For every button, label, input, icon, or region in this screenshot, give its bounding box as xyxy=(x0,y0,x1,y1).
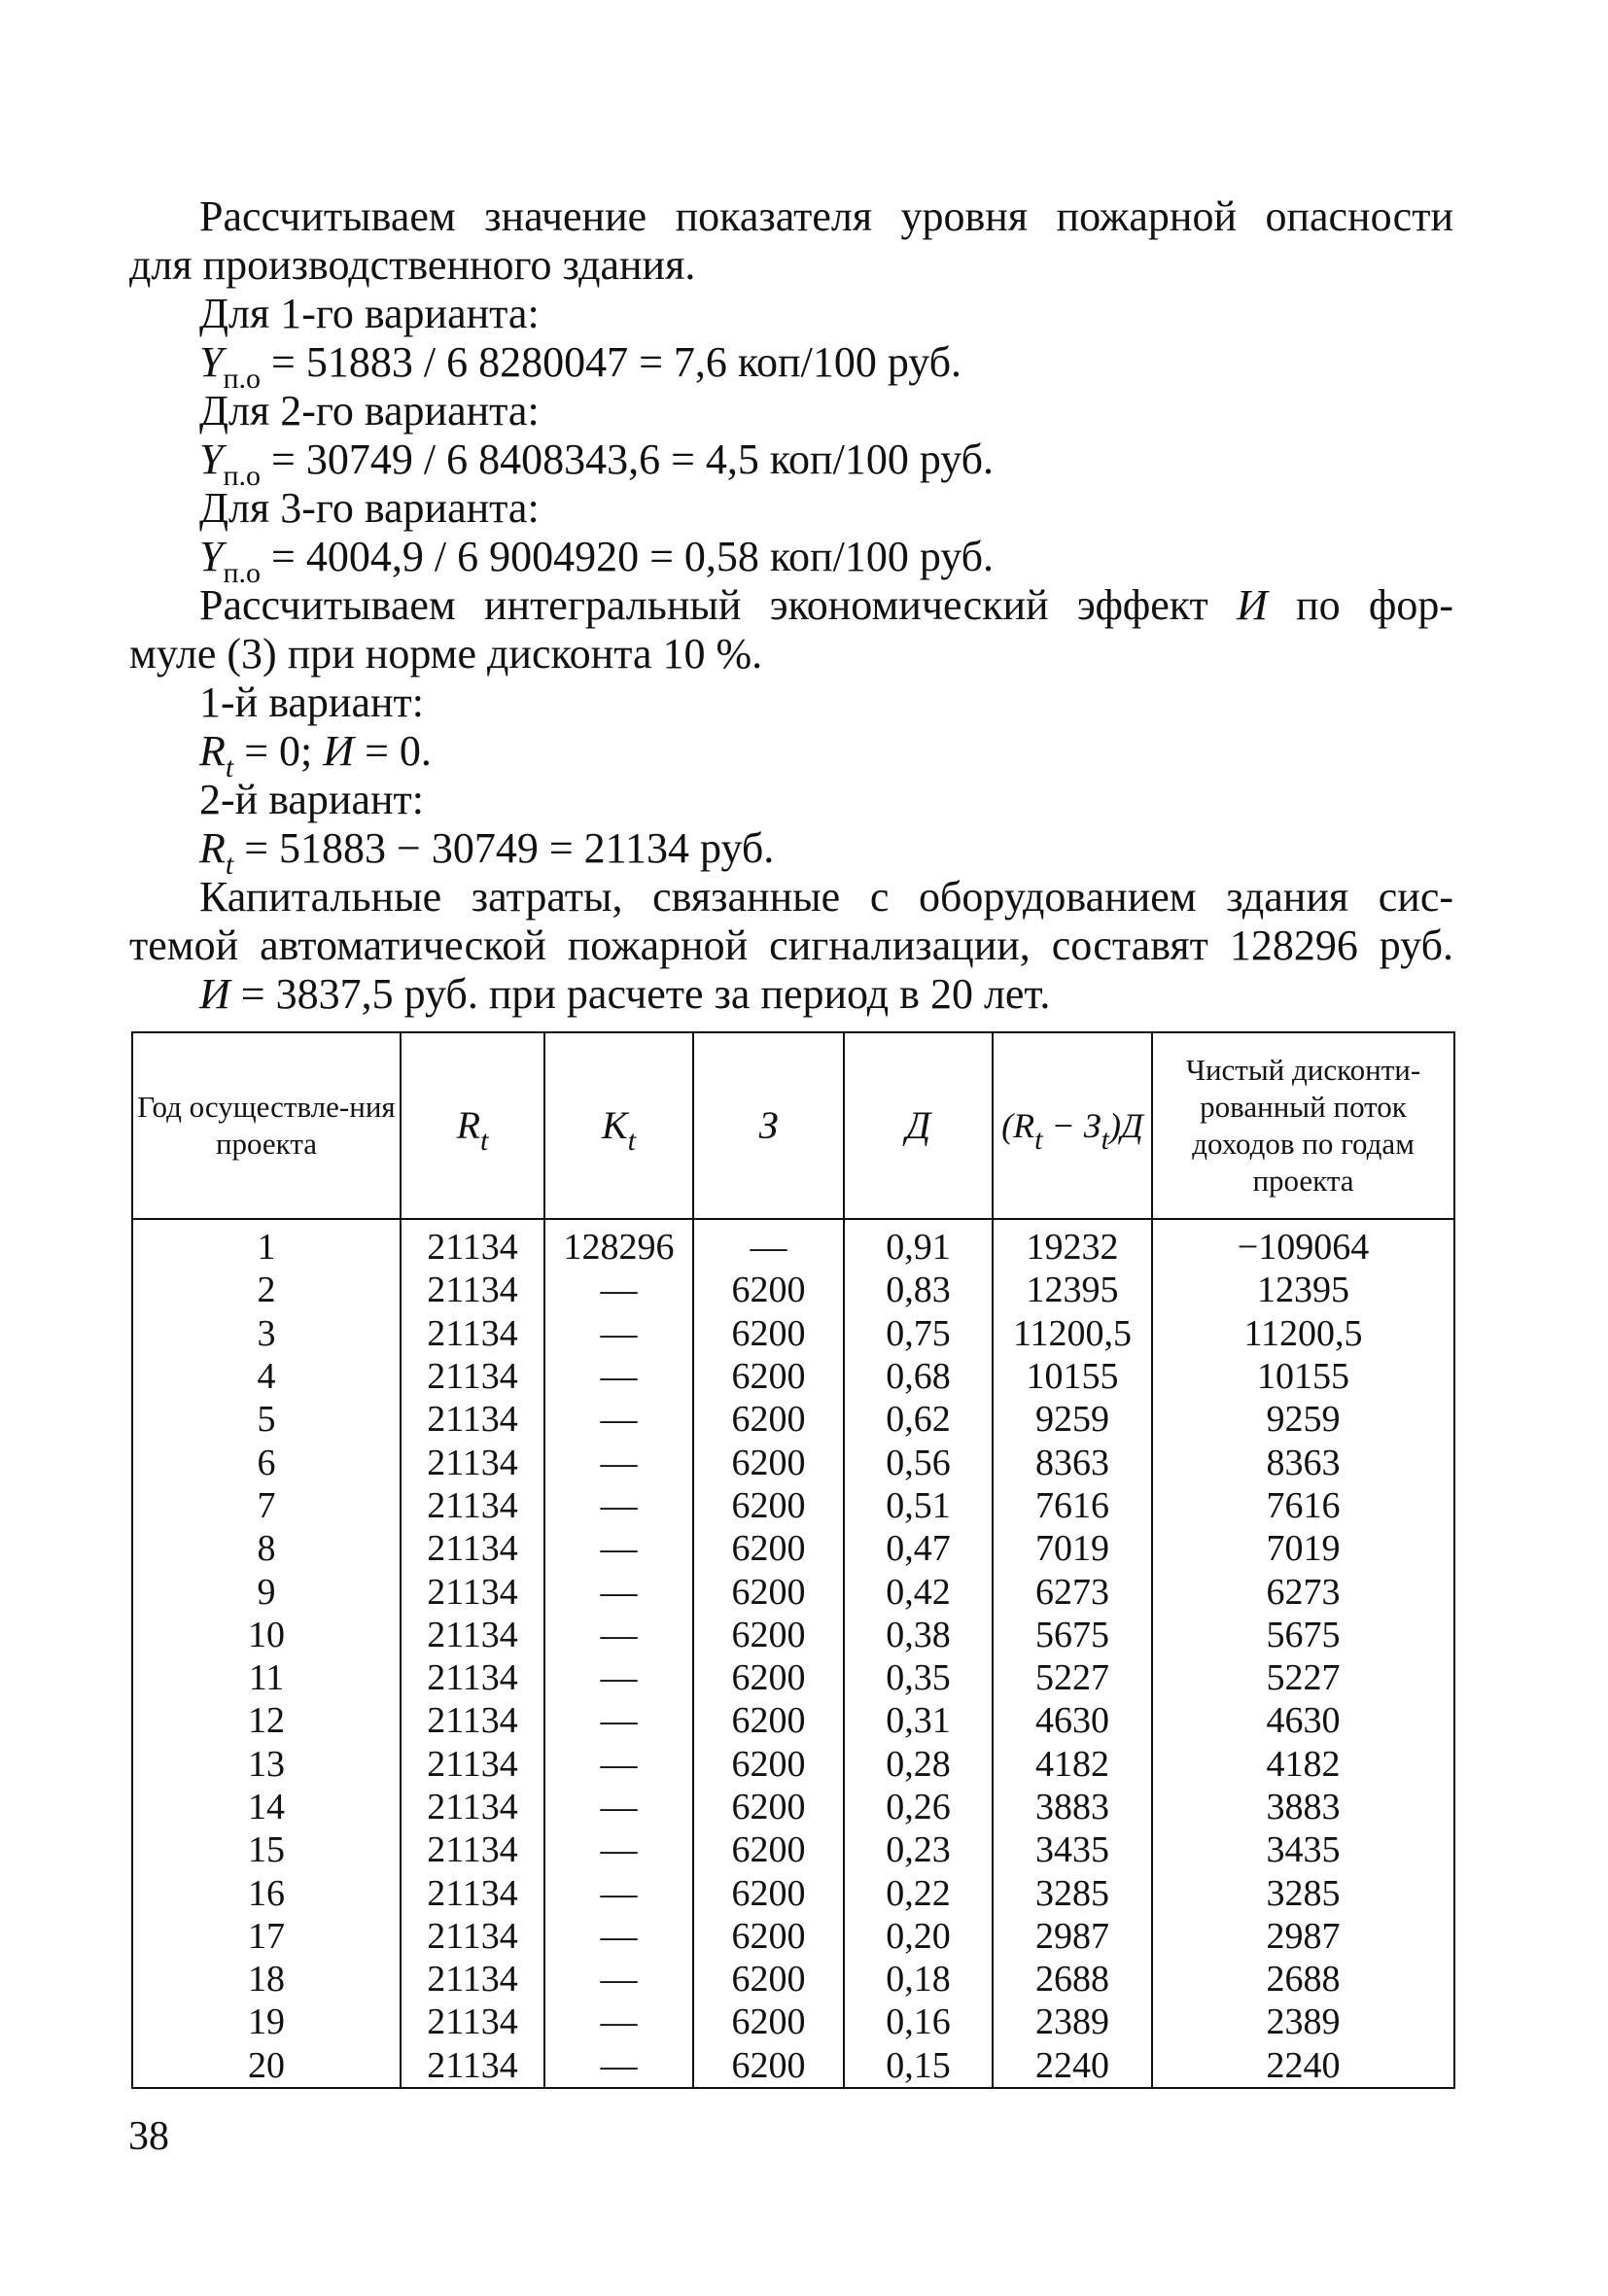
header-rt xyxy=(401,1032,544,1219)
table-row xyxy=(132,1614,1454,1656)
cell-d: 0,31 xyxy=(844,1699,993,1742)
cell-d: 0,62 xyxy=(844,1398,993,1441)
cell-kt: — xyxy=(544,1269,693,1311)
table-row xyxy=(132,1570,1454,1613)
cell-z: 6200 xyxy=(693,1484,844,1527)
cell-d: 0,51 xyxy=(844,1484,993,1527)
cell-net-flow: 4630 xyxy=(1152,1699,1454,1742)
cell-net-flow: 7019 xyxy=(1152,1527,1454,1570)
cell-d: 0,20 xyxy=(844,1915,993,1958)
cell-year: 20 xyxy=(132,2044,401,2088)
cell-diff: 3435 xyxy=(993,1828,1152,1871)
header-subscript: t xyxy=(1101,1124,1109,1156)
cell-rt: 21134 xyxy=(401,1398,544,1441)
cell-kt: — xyxy=(544,2044,693,2088)
cell-net-flow: 7616 xyxy=(1152,1484,1454,1527)
cell-year: 15 xyxy=(132,1828,401,1871)
header-symbol: K xyxy=(601,1103,628,1147)
header-diff xyxy=(993,1032,1152,1219)
table-row xyxy=(132,1312,1454,1355)
paragraph-text: по фор- xyxy=(1267,581,1454,629)
header-subscript: t xyxy=(627,1125,637,1157)
cell-year: 2 xyxy=(132,1269,401,1311)
table-row xyxy=(132,1871,1454,1914)
cell-year: 7 xyxy=(132,1484,401,1527)
header-subscript: t xyxy=(1034,1124,1043,1156)
table-header-row xyxy=(132,1032,1454,1219)
cell-z: 6200 xyxy=(693,1441,844,1483)
cell-net-flow: 4182 xyxy=(1152,1743,1454,1786)
variant-label: Для 1-го варианта: xyxy=(199,290,540,337)
cell-rt: 21134 xyxy=(401,1871,544,1914)
cell-d: 0,15 xyxy=(844,2044,993,2088)
paragraph-line: для производственного здания. xyxy=(129,241,696,289)
formula-line xyxy=(199,435,995,492)
cell-z: 6200 xyxy=(693,1570,844,1613)
formula-subscript: п.о xyxy=(223,363,262,395)
cell-year: 5 xyxy=(132,1398,401,1441)
cell-net-flow: 2987 xyxy=(1152,1915,1454,1958)
table-row xyxy=(132,2000,1454,2043)
cell-kt: — xyxy=(544,1871,693,1914)
cell-d: 0,83 xyxy=(844,1269,993,1311)
cell-kt: — xyxy=(544,2000,693,2043)
table-row xyxy=(132,1441,1454,1483)
cell-d: 0,56 xyxy=(844,1441,993,1483)
cell-year: 16 xyxy=(132,1871,401,1914)
variant-label: Для 3-го варианта: xyxy=(199,484,540,532)
cell-kt: — xyxy=(544,1786,693,1828)
cell-kt: — xyxy=(544,1915,693,1958)
formula-subscript: t xyxy=(225,751,234,783)
cell-net-flow: 2688 xyxy=(1152,1958,1454,2000)
cell-net-flow: 10155 xyxy=(1152,1355,1454,1398)
cell-rt: 21134 xyxy=(401,1915,544,1958)
cell-year: 1 xyxy=(132,1219,401,1269)
cell-year: 17 xyxy=(132,1915,401,1958)
header-subscript: t xyxy=(480,1125,489,1157)
header-kt xyxy=(544,1032,693,1219)
cell-kt: — xyxy=(544,1355,693,1398)
cell-d: 0,18 xyxy=(844,1958,993,2000)
cell-rt: 21134 xyxy=(401,1484,544,1527)
cell-year: 14 xyxy=(132,1786,401,1828)
formula-symbol: И xyxy=(199,970,230,1018)
cell-kt: — xyxy=(544,1484,693,1527)
cash-flow-table xyxy=(131,1031,1455,2089)
cell-diff: 12395 xyxy=(993,1269,1152,1311)
cell-diff: 5675 xyxy=(993,1614,1152,1656)
cell-kt: — xyxy=(544,1656,693,1699)
cell-rt: 21134 xyxy=(401,1441,544,1483)
cell-rt: 21134 xyxy=(401,1958,544,2000)
cell-year: 11 xyxy=(132,1656,401,1699)
cell-kt: — xyxy=(544,1743,693,1786)
formula-line xyxy=(199,338,962,395)
table-body xyxy=(132,1219,1454,2088)
cell-d: 0,47 xyxy=(844,1527,993,1570)
header-symbol: (R xyxy=(1001,1106,1035,1145)
cell-z: 6200 xyxy=(693,1915,844,1958)
cell-diff: 3285 xyxy=(993,1871,1152,1914)
header-symbol: − З xyxy=(1042,1106,1101,1145)
cell-kt: — xyxy=(544,1527,693,1570)
table-row xyxy=(132,2044,1454,2088)
cell-net-flow: 3435 xyxy=(1152,1828,1454,1871)
header-year: Год осуществле-ния проекта xyxy=(132,1032,401,1219)
cell-diff: 19232 xyxy=(993,1219,1152,1269)
cell-net-flow: −109064 xyxy=(1152,1219,1454,1269)
formula-symbol: R xyxy=(199,824,226,872)
paragraph-line xyxy=(199,970,1050,1019)
formula-text: = 51883 − 30749 = 21134 руб. xyxy=(233,824,775,872)
cell-year: 19 xyxy=(132,2000,401,2043)
cell-net-flow: 2240 xyxy=(1152,2044,1454,2088)
table-row xyxy=(132,1269,1454,1311)
cell-year: 3 xyxy=(132,1312,401,1355)
cell-net-flow: 3883 xyxy=(1152,1786,1454,1828)
cell-z: 6200 xyxy=(693,2044,844,2088)
cell-kt: 128296 xyxy=(544,1219,693,1269)
formula-subscript: п.о xyxy=(223,460,262,492)
cell-kt: — xyxy=(544,1614,693,1656)
cell-z: 6200 xyxy=(693,1871,844,1914)
cell-rt: 21134 xyxy=(401,2000,544,2043)
cell-year: 9 xyxy=(132,1570,401,1613)
cell-diff: 7616 xyxy=(993,1484,1152,1527)
cell-d: 0,16 xyxy=(844,2000,993,2043)
cell-kt: — xyxy=(544,1398,693,1441)
cell-kt: — xyxy=(544,1441,693,1483)
header-symbol: )Д xyxy=(1108,1106,1143,1145)
cell-rt: 21134 xyxy=(401,1570,544,1613)
paragraph-line: муле (3) при норме дисконта 10 %. xyxy=(129,630,763,678)
cell-net-flow: 2389 xyxy=(1152,2000,1454,2043)
table-row xyxy=(132,1398,1454,1441)
cell-year: 4 xyxy=(132,1355,401,1398)
cell-d: 0,35 xyxy=(844,1656,993,1699)
table-row xyxy=(132,1699,1454,1742)
cell-z: 6200 xyxy=(693,2000,844,2043)
cell-z: 6200 xyxy=(693,1786,844,1828)
cell-z: 6200 xyxy=(693,1355,844,1398)
formula-symbol: Y xyxy=(199,435,224,483)
table-row xyxy=(132,1219,1454,1269)
cell-rt: 21134 xyxy=(401,1786,544,1828)
cell-net-flow: 5227 xyxy=(1152,1656,1454,1699)
cell-net-flow: 6273 xyxy=(1152,1570,1454,1613)
cell-rt: 21134 xyxy=(401,1828,544,1871)
cell-kt: — xyxy=(544,1958,693,2000)
formula-text: = 30749 / 6 8408343,6 = 4,5 коп/100 руб. xyxy=(261,435,995,483)
paragraph-line: темой автоматической пожарной сигнализации, составят 128296 руб. xyxy=(129,922,1453,969)
cell-year: 18 xyxy=(132,1958,401,2000)
cell-z: 6200 xyxy=(693,1269,844,1311)
cell-z: 6200 xyxy=(693,1656,844,1699)
cell-z: 6200 xyxy=(693,1614,844,1656)
table-row xyxy=(132,1915,1454,1958)
cell-year: 13 xyxy=(132,1743,401,1786)
header-symbol: R xyxy=(456,1103,481,1147)
cell-d: 0,28 xyxy=(844,1743,993,1786)
cell-d: 0,26 xyxy=(844,1786,993,1828)
cell-rt: 21134 xyxy=(401,1743,544,1786)
header-net-flow: Чистый дисконти-рованный поток доходов по годам проекта xyxy=(1152,1032,1454,1219)
formula-text: = 0; xyxy=(233,727,324,775)
formula-line xyxy=(199,824,775,881)
paragraph-text: = 3837,5 руб. при расчете за период в 20 лет. xyxy=(229,970,1051,1018)
cell-year: 10 xyxy=(132,1614,401,1656)
paragraph-line xyxy=(199,581,1453,630)
cell-kt: — xyxy=(544,1570,693,1613)
cell-diff: 6273 xyxy=(993,1570,1152,1613)
cell-rt: 21134 xyxy=(401,1656,544,1699)
cell-rt: 21134 xyxy=(401,1312,544,1355)
formula-symbol: И xyxy=(1237,581,1268,629)
cell-d: 0,38 xyxy=(844,1614,993,1656)
cell-diff: 5227 xyxy=(993,1656,1152,1699)
cell-diff: 7019 xyxy=(993,1527,1152,1570)
page-number: 38 xyxy=(128,2114,169,2159)
table-row xyxy=(132,1743,1454,1786)
variant-label: Для 2-го варианта: xyxy=(199,387,540,435)
cell-net-flow: 12395 xyxy=(1152,1269,1454,1311)
cell-diff: 10155 xyxy=(993,1355,1152,1398)
cell-diff: 4182 xyxy=(993,1743,1152,1786)
cell-kt: — xyxy=(544,1312,693,1355)
table-row xyxy=(132,1828,1454,1871)
cell-diff: 11200,5 xyxy=(993,1312,1152,1355)
cell-z: 6200 xyxy=(693,1828,844,1871)
variant-label: 2-й вариант: xyxy=(199,776,424,823)
cell-rt: 21134 xyxy=(401,1527,544,1570)
cell-rt: 21134 xyxy=(401,1699,544,1742)
formula-subscript: t xyxy=(225,849,234,881)
paragraph-line: Капитальные затраты, связанные с оборудованием здания сис- xyxy=(199,873,1453,921)
cell-diff: 2688 xyxy=(993,1958,1152,2000)
cell-diff: 2987 xyxy=(993,1915,1152,1958)
cell-z: 6200 xyxy=(693,1312,844,1355)
cell-d: 0,75 xyxy=(844,1312,993,1355)
cell-net-flow: 11200,5 xyxy=(1152,1312,1454,1355)
cell-z: 6200 xyxy=(693,1699,844,1742)
formula-text: = 4004,9 / 6 9004920 = 0,58 коп/100 руб. xyxy=(261,533,995,580)
cell-net-flow: 5675 xyxy=(1152,1614,1454,1656)
cell-net-flow: 9259 xyxy=(1152,1398,1454,1441)
table-row xyxy=(132,1958,1454,2000)
paragraph-text: Рассчитываем интегральный экономический эффект xyxy=(199,581,1238,629)
formula-text: = 51883 / 6 8280047 = 7,6 коп/100 руб. xyxy=(261,338,962,386)
formula-symbol: Y xyxy=(199,533,224,580)
cell-diff: 3883 xyxy=(993,1786,1152,1828)
cell-d: 0,91 xyxy=(844,1219,993,1269)
formula-symbol: R xyxy=(199,727,226,775)
table-row xyxy=(132,1484,1454,1527)
cell-rt: 21134 xyxy=(401,1219,544,1269)
formula-line xyxy=(199,727,432,783)
variant-label: 1-й вариант: xyxy=(199,678,424,726)
cell-rt: 21134 xyxy=(401,1614,544,1656)
formula-symbol: И xyxy=(323,727,355,775)
cell-rt: 21134 xyxy=(401,1355,544,1398)
paragraph-line: Рассчитываем значение показателя уровня пожарной опасности xyxy=(199,192,1453,240)
formula-line xyxy=(199,533,995,589)
cell-d: 0,68 xyxy=(844,1355,993,1398)
cell-diff: 9259 xyxy=(993,1398,1152,1441)
cell-year: 6 xyxy=(132,1441,401,1483)
cell-z: 6200 xyxy=(693,1527,844,1570)
cell-z: 6200 xyxy=(693,1398,844,1441)
cell-z: 6200 xyxy=(693,1743,844,1786)
cell-rt: 21134 xyxy=(401,1269,544,1311)
cell-z: 6200 xyxy=(693,1958,844,2000)
table-row xyxy=(132,1656,1454,1699)
cell-d: 0,22 xyxy=(844,1871,993,1914)
cell-year: 8 xyxy=(132,1527,401,1570)
cell-z: — xyxy=(693,1219,844,1269)
cell-diff: 4630 xyxy=(993,1699,1152,1742)
header-d: Д xyxy=(844,1032,993,1219)
cell-diff: 8363 xyxy=(993,1441,1152,1483)
cell-net-flow: 8363 xyxy=(1152,1441,1454,1483)
cell-rt: 21134 xyxy=(401,2044,544,2088)
cell-d: 0,23 xyxy=(844,1828,993,1871)
header-z: З xyxy=(693,1032,844,1219)
table-row xyxy=(132,1355,1454,1398)
table-row xyxy=(132,1527,1454,1570)
cell-kt: — xyxy=(544,1828,693,1871)
cell-diff: 2240 xyxy=(993,2044,1152,2088)
formula-symbol: Y xyxy=(199,338,224,386)
cell-kt: — xyxy=(544,1699,693,1742)
table-row xyxy=(132,1786,1454,1828)
formula-subscript: п.о xyxy=(223,557,262,589)
formula-text: = 0. xyxy=(354,727,432,775)
cell-d: 0,42 xyxy=(844,1570,993,1613)
cell-year: 12 xyxy=(132,1699,401,1742)
cell-diff: 2389 xyxy=(993,2000,1152,2043)
cell-net-flow: 3285 xyxy=(1152,1871,1454,1914)
